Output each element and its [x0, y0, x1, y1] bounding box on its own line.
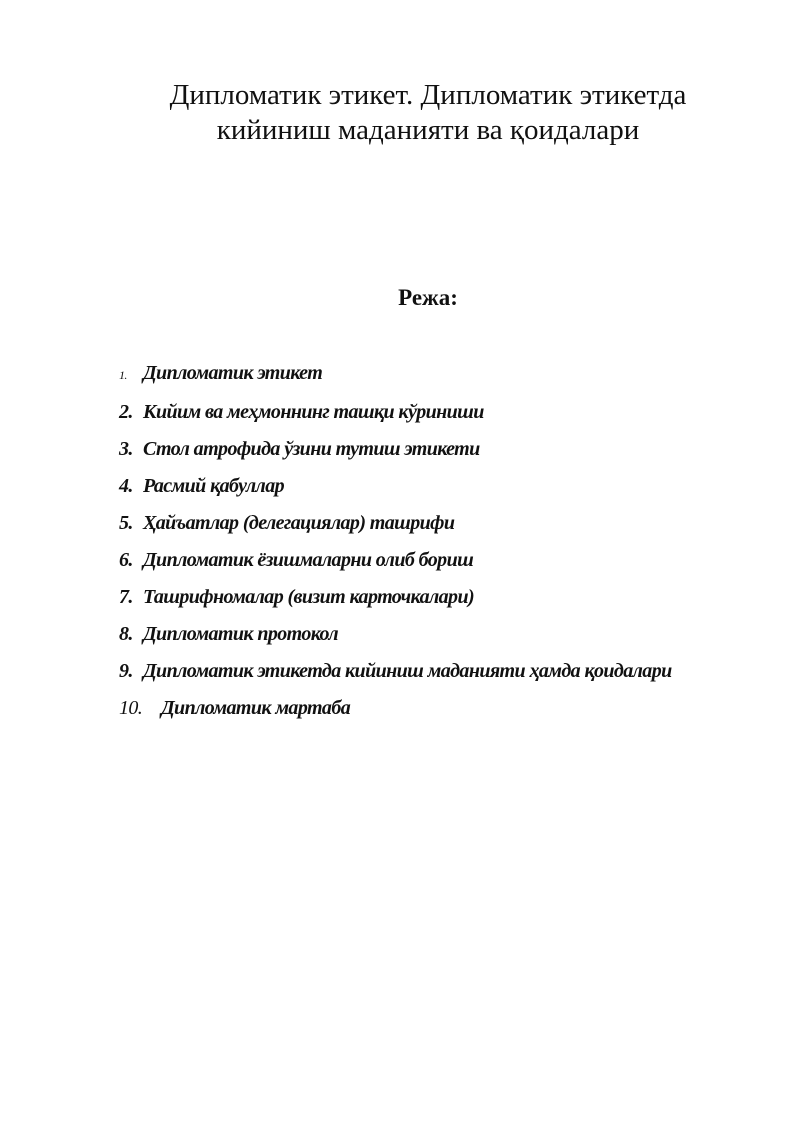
plan-item-number: 10. [119, 697, 143, 719]
plan-item-text: Дипломатик протокол [143, 623, 339, 645]
plan-heading: Режа: [398, 285, 458, 310]
plan-item-text: Дипломатик этикет [143, 362, 323, 384]
plan-list-item-1 [119, 355, 739, 394]
plan-list-item-5 [119, 505, 739, 542]
plan-item-number: 5. [119, 512, 133, 534]
plan-list-item-9 [119, 653, 739, 690]
document-title-line-1: Дипломатик этикет. Дипломатик этикетда [169, 79, 687, 111]
plan-item-text: Стол атрофида ўзини тутиш этикети [143, 438, 480, 460]
plan-list-item-8 [119, 616, 739, 653]
plan-list-item-10 [119, 690, 739, 727]
plan-item-text: Кийим ва меҳмоннинг ташқи кўриниши [143, 401, 484, 423]
plan-item-number: 8. [119, 623, 133, 645]
plan-list-item-4 [119, 468, 739, 505]
plan-item-number: 7. [119, 586, 133, 608]
plan-list-item-3 [119, 431, 739, 468]
plan-list [119, 355, 739, 727]
plan-list-item-6 [119, 542, 739, 579]
plan-item-number: 2. [119, 401, 133, 423]
plan-item-text: Ташрифномалар (визит карточкалари) [143, 586, 475, 608]
document-title [128, 78, 728, 148]
plan-item-text: Ҳайъатлар (делегациялар) ташрифи [143, 512, 455, 534]
plan-item-text: Дипломатик мартаба [161, 697, 351, 719]
plan-item-number: 9. [119, 660, 133, 682]
plan-list-item-7 [119, 579, 739, 616]
plan-item-number: 4. [119, 475, 133, 497]
plan-item-number: 6. [119, 549, 133, 571]
document-title-line-2: кийиниш маданияти ва қоидалари [216, 114, 640, 146]
plan-item-number: 3. [119, 438, 133, 460]
plan-item-text: Дипломатик ёзишмаларни олиб бориш [143, 549, 474, 571]
plan-item-text: Дипломатик этикетда кийиниш маданияти ҳамда қоидалари [143, 660, 672, 682]
plan-item-number: 1. [119, 368, 127, 382]
plan-list-item-2 [119, 394, 739, 431]
plan-item-text: Расмий қабуллар [143, 475, 285, 497]
